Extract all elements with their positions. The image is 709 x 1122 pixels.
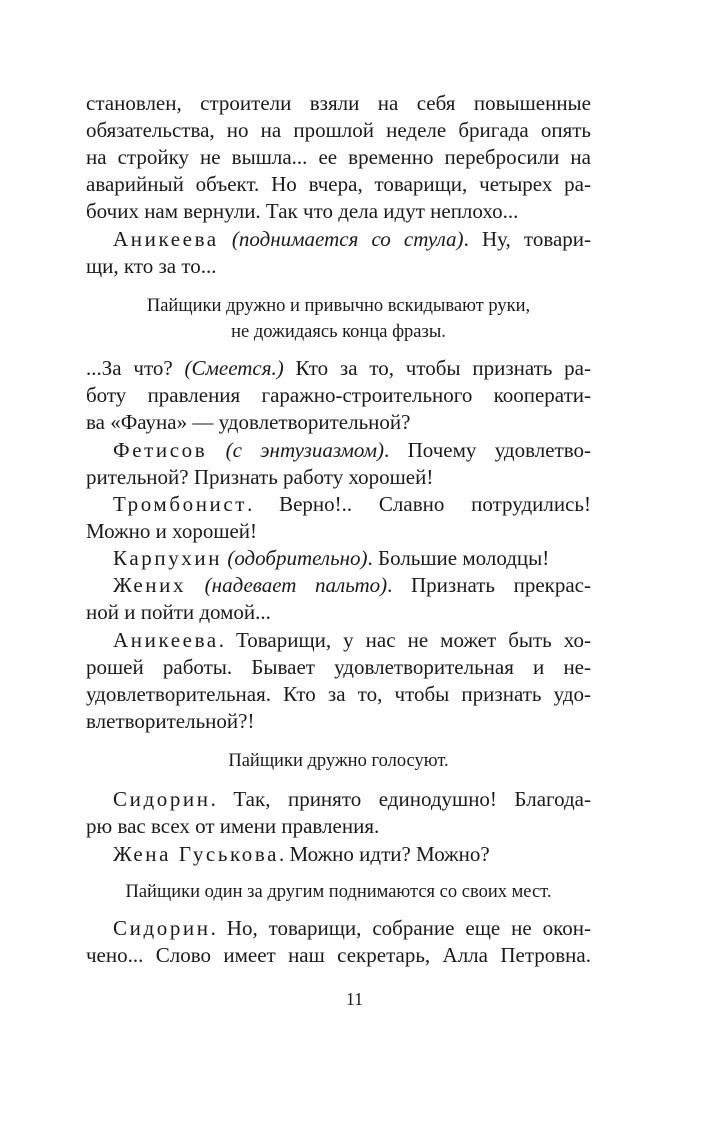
dialogue-line <box>113 437 591 464</box>
dialogue-text: . Признать прекрас- <box>387 573 591 597</box>
stage-remark: (надевает пальто) <box>204 573 388 597</box>
dialogue-line <box>113 786 591 813</box>
dialogue-text: . Можно идти? Можно? <box>279 842 490 866</box>
dialogue-text: . Но, товарищи, собрание еще не окон- <box>210 916 591 940</box>
dialogue-line <box>113 572 591 599</box>
dialogue-text: . Большие молодцы! <box>367 546 550 570</box>
dialogue-line <box>113 915 591 942</box>
stage-direction: не дожидаясь конца фразы. <box>231 322 446 342</box>
text-line: рю вас всех от имени правления. <box>86 814 380 838</box>
text-line: рошей работы. Бывает удовлетворительная и не- <box>86 655 591 679</box>
text-line: боту правления гаражно-строительного кооперати- <box>86 383 591 407</box>
text-line: ва «Фауна» — удовлетворительной? <box>86 410 411 434</box>
dialogue-text: . Верно!.. Славно потрудились! <box>247 492 591 516</box>
dialogue-line <box>86 355 591 382</box>
speaker-name: Жених <box>113 573 187 597</box>
dialogue-line <box>113 226 591 253</box>
stage-remark: (одобрительно) <box>227 546 368 570</box>
text-line: обязательства, но на прошлой неделе бригада опять <box>86 118 591 142</box>
text-line: рительной? Признать работу хорошей! <box>86 465 434 489</box>
speaker-name: Аникеева <box>113 227 219 251</box>
text-line: Можно и хорошей! <box>86 519 258 543</box>
dialogue-text: . Почему удовлетво- <box>384 438 591 462</box>
speaker-name: Тромбонист <box>113 492 248 516</box>
text-line: аварийный объект. Но вчера, товарищи, четырех ра- <box>86 172 591 196</box>
speaker-name: Аникеева <box>113 628 219 652</box>
speaker-name: Сидорин <box>113 787 211 811</box>
text-line: влетворительной?! <box>86 709 255 733</box>
dialogue-line <box>113 627 591 654</box>
stage-direction: Пайщики один за другим поднимаются со своих мест. <box>125 882 552 902</box>
dialogue-text: . Так, принято единодушно! Благода- <box>210 787 591 811</box>
stage-remark: (поднимается со стула) <box>231 227 464 251</box>
dialogue-line <box>113 841 591 868</box>
page-number: 11 <box>345 989 364 1009</box>
text-line: бочих нам вернули. Так что дела идут неплохо... <box>86 199 519 223</box>
speaker-name: Сидорин <box>113 916 211 940</box>
text-line: на стройку не вышла... ее временно перебросили на <box>86 145 591 169</box>
text-line: становлен, строители взяли на себя повышенные <box>86 91 591 115</box>
dialogue-line <box>113 491 591 518</box>
stage-remark: (с энтузиазмом) <box>225 438 385 462</box>
text-line: удовлетворительная. Кто за то, чтобы признать удо- <box>86 682 591 706</box>
dialogue-text: . Товарищи, у нас не может быть хо- <box>218 628 591 652</box>
text-line: щи, кто за то... <box>86 254 217 278</box>
stage-remark: (Смеется.) <box>184 356 284 380</box>
speaker-name: Фетисов <box>113 438 208 462</box>
dialogue-text: ...За что? <box>86 356 185 380</box>
stage-direction: Пайщики дружно и привычно вскидывают руки, <box>146 296 531 316</box>
dialogue-line <box>113 545 591 572</box>
text-line: ной и пойти домой... <box>86 600 271 624</box>
dialogue-text: Кто за то, чтобы признать ра- <box>283 356 591 380</box>
speaker-name: Жена Гуськова <box>113 842 280 866</box>
text-line: чено... Слово имеет наш секретарь, Алла Петровна. <box>86 943 591 967</box>
speaker-name: Карпухин <box>113 546 223 570</box>
stage-direction: Пайщики дружно голосуют. <box>228 751 449 771</box>
dialogue-text: . Ну, товари- <box>463 227 592 251</box>
